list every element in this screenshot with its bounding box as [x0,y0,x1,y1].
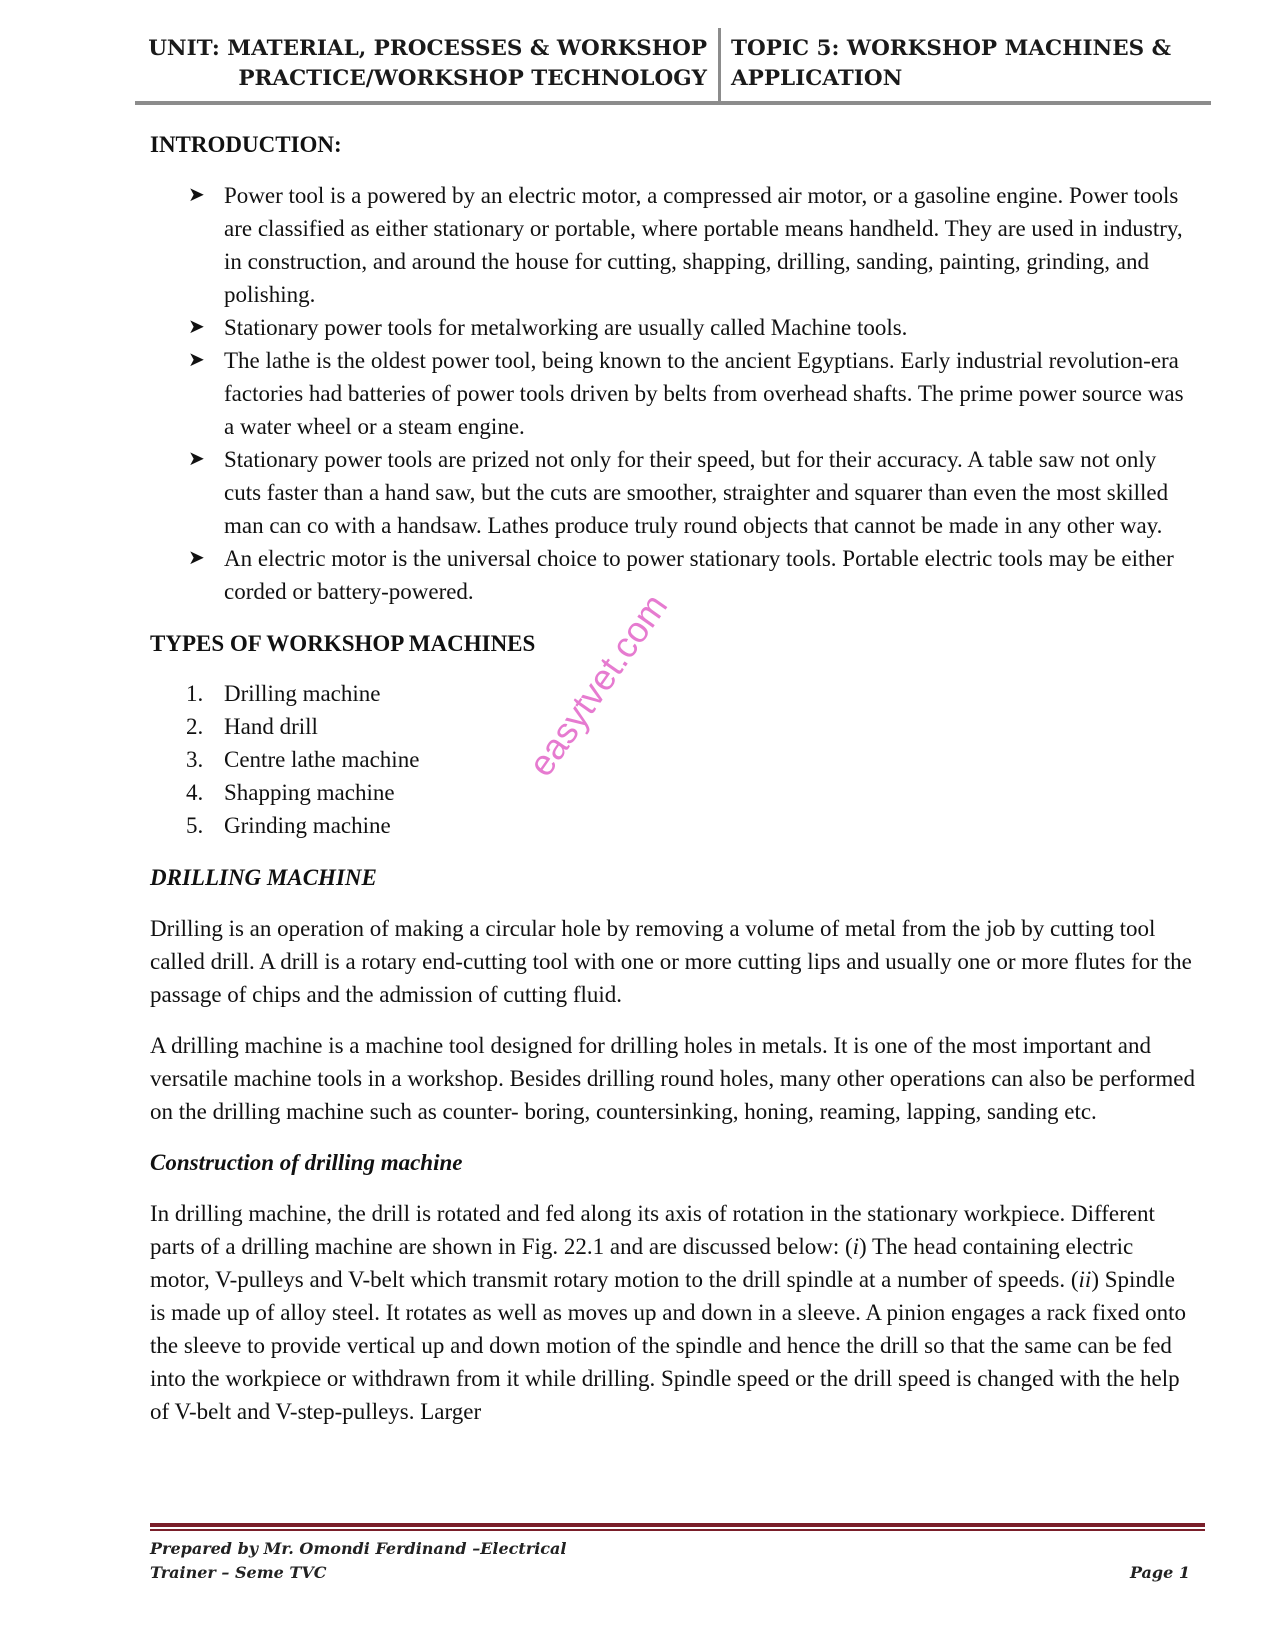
intro-bullet-list [150,179,1195,608]
list-item: ➤ Stationary power tools are prized not only for their speed, but for their accuracy. A table saw not only cuts faster than a hand saw, but the cuts are smoother, straighter and squarer than even the most skilled man can co with a handsaw. Lathes produce truly round objects that cannot be made in any other way. [150,443,1195,542]
drilling-paragraph-1: Drilling is an operation of making a circular hole by removing a volume of metal from the job by cutting tool called drill. A drill is a rotary end-cutting tool with one or more cutting lips and usually one or more flutes for the passage of chips and the admission of cutting fluid. [150,916,1192,1007]
drilling-heading: DRILLING MACHINE [150,865,377,890]
arrow-bullet-icon: ➤ [188,547,205,569]
drilling-paragraph-2: A drilling machine is a machine tool designed for drilling holes in metals. It is one of the most important and versatile machine tools in a workshop. Besides drilling round holes, many other operations can also be performed on the drilling machine such as counter- boring, countersinking, honing, reaming, lapping, sanding etc. [150,1033,1195,1124]
header-unit-line2: PRACTICE/WORKSHOP TECHNOLOGY [238,66,707,91]
footer-author: Prepared by Mr. Omondi Ferdinand –Electrical Trainer – Seme TVC [150,1539,567,1582]
types-heading: TYPES OF WORKSHOP MACHINES [150,631,536,656]
list-item: ➤ Power tool is a powered by an electric motor, a compressed air motor, or a gasoline engine. Power tools are classified as either stationary or portable, where portable means handheld. They are used in industry, in construction, and around the house for cutting, shapping, drilling, sanding, painting, grinding, and polishing. [150,179,1195,311]
header-unit [130,34,707,94]
drilling-paragraph-3: In drilling machine, the drill is rotated and fed along its axis of rotation in the stationary workpiece. Different parts of a drilling machine are shown in Fig. 22.1 and are discussed below: (i) The head containing electric motor, V-pulleys and V-belt which transmit rotary motion to the drill spindle at a number of speeds. (ii) Spindle is made up of alloy steel. It rotates as well as moves up and down in a sleeve. A pinion engages a rack fixed onto the sleeve to provide vertical up and down motion of the spindle and hence the drill so that the same can be fed into the workpiece or withdrawn from it while drilling. Spindle speed or the drill speed is changed with the help of V-belt and V-step-pulleys. Larger [150,1201,1187,1424]
arrow-bullet-icon: ➤ [188,448,205,470]
list-item: ➤ Stationary power tools for metalworking are usually called Machine tools. [150,311,1195,344]
types-list [150,677,1195,842]
list-item: 4. Shapping machine [186,780,395,805]
list-item: 5. Grinding machine [186,813,391,838]
list-item: 3. Centre lathe machine [186,747,420,772]
watermark: easytvet.com [520,586,676,784]
arrow-bullet-icon: ➤ [188,184,205,206]
intro-heading: INTRODUCTION: [150,132,342,157]
list-item: ➤ An electric motor is the universal choice to power stationary tools. Portable electric tools may be either corded or battery-powered. [150,542,1195,608]
arrow-bullet-icon: ➤ [188,349,205,371]
list-item: ➤ The lathe is the oldest power tool, being known to the ancient Egyptians. Early industrial revolution-era factories had batteries of power tools driven by belts from overhead shafts. The prime power source was a water wheel or a steam engine. [150,344,1195,443]
construction-heading: Construction of drilling machine [150,1150,463,1175]
footer-rule-thin [150,1529,1205,1531]
header-unit-line1: UNIT: MATERIAL, PROCESSES & WORKSHOP [148,36,707,61]
footer-rule [150,1523,1205,1527]
header-rule [135,101,1211,105]
header-topic [731,34,1171,94]
header-topic-line2: APPLICATION [731,66,903,91]
list-item: 1. Drilling machine [186,681,381,706]
list-item: 2. Hand drill [186,714,318,739]
page-content [150,128,1195,1428]
arrow-bullet-icon: ➤ [188,316,205,338]
header-topic-line1: TOPIC 5: WORKSHOP MACHINES & [731,36,1172,61]
header-separator [718,28,721,102]
page-number: Page 1 [1129,1563,1190,1582]
